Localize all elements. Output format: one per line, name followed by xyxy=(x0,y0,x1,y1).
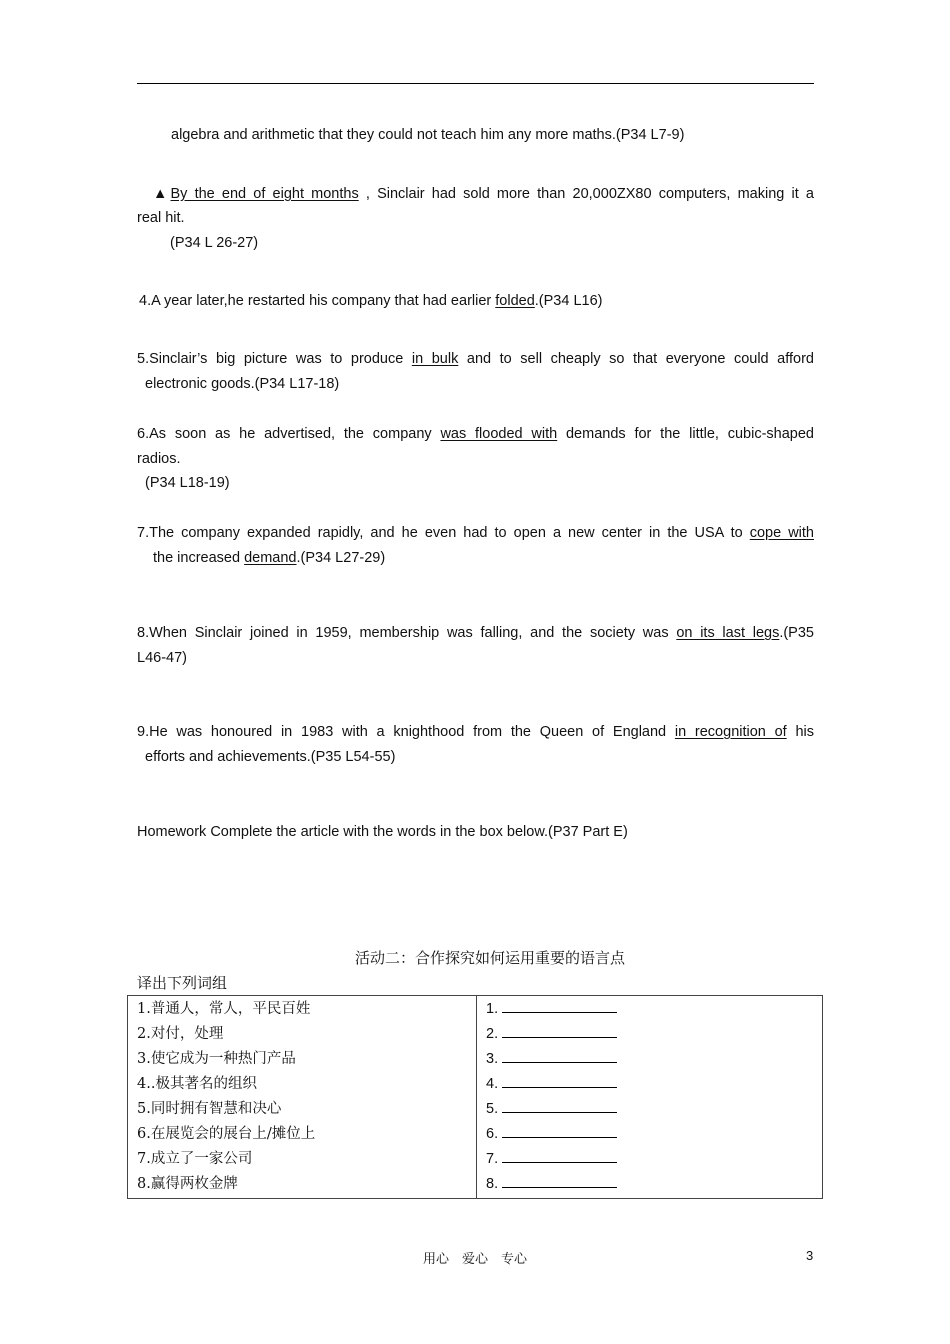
key-phrase: in bulk xyxy=(411,351,459,367)
key-phrase: demand xyxy=(244,550,297,566)
answer-blank[interactable] xyxy=(502,997,617,1013)
homework-instruction: Homework Complete the article with the words in the box below.(P37 Part E) xyxy=(137,824,628,840)
sentence-text: .(P34 L16) xyxy=(534,293,603,309)
answer-row xyxy=(486,1072,813,1097)
sentence-text: and to sell cheaply so that everyone could afford xyxy=(458,351,814,367)
sentence-9 xyxy=(137,720,814,744)
answer-row xyxy=(486,1022,813,1047)
answers-column xyxy=(477,996,823,1199)
phrase-item: 6.在展览会的展台上/摊位上 xyxy=(137,1126,316,1142)
sentence-9-cont: efforts and achievements.(P35 L54-55) xyxy=(145,749,396,765)
phrase-item: 1.普通人，常人，平民百姓 xyxy=(137,1001,311,1017)
key-phrase: By the end of eight months xyxy=(170,186,359,202)
answer-row xyxy=(486,1147,813,1172)
sentence-7 xyxy=(137,521,814,545)
answer-blank[interactable] xyxy=(502,1022,617,1038)
sentence-8 xyxy=(137,621,814,645)
phrases-column xyxy=(128,996,477,1199)
answer-row xyxy=(486,1097,813,1122)
sentence-7-cont xyxy=(153,546,830,570)
answer-number: 3. xyxy=(486,1051,499,1067)
phrase-item: 2.对付，处理 xyxy=(137,1026,224,1042)
answer-row xyxy=(486,1172,813,1197)
sentence-text: .(P35 xyxy=(779,625,814,641)
activity-title: 活动二：合作探究如何运用重要的语言点 xyxy=(354,949,625,967)
answer-number: 8. xyxy=(486,1176,499,1192)
answer-blank[interactable] xyxy=(502,1097,617,1113)
answer-blank[interactable] xyxy=(502,1047,617,1063)
answer-row xyxy=(486,1122,813,1147)
phrase-item: 7.成立了一家公司 xyxy=(137,1151,253,1167)
answer-row xyxy=(486,1047,813,1072)
sentence-text: 5.Sinclair’s big picture was to produce xyxy=(137,351,412,367)
answer-number: 6. xyxy=(486,1126,499,1142)
continued-sentence: algebra and arithmetic that they could not teach him any more maths.(P34 L7-9) xyxy=(171,127,685,143)
answer-number: 4. xyxy=(486,1076,499,1092)
sentence-5 xyxy=(137,347,814,371)
sentence-text: his xyxy=(786,724,814,740)
answer-blank[interactable] xyxy=(502,1072,617,1088)
sentence-3 xyxy=(137,182,814,206)
key-phrase: on its last legs xyxy=(676,625,780,641)
phrase-item: 3.使它成为一种热门产品 xyxy=(137,1051,296,1067)
sentence-text: 7.The company expanded rapidly, and he even had to open a new center in the USA to xyxy=(137,525,750,541)
sentence-3-cont: real hit. xyxy=(137,210,185,226)
sentence-4 xyxy=(139,289,816,313)
sentence-text: 4.A year later,he restarted his company that had earlier xyxy=(139,293,496,309)
phrase-item: 5.同时拥有智慧和决心 xyxy=(137,1101,282,1117)
sentence-6 xyxy=(137,422,814,446)
page-number: 3 xyxy=(806,1248,814,1263)
header-rule xyxy=(137,83,814,84)
sentence-text: 9.He was honoured in 1983 with a knighthood from the Queen of England xyxy=(137,724,675,740)
triangle-icon: ▲ xyxy=(153,186,171,202)
key-phrase: folded xyxy=(495,293,535,309)
sentence-text: .(P34 L27-29) xyxy=(296,550,386,566)
phrase-item: 4..极其著名的组织 xyxy=(137,1076,257,1092)
answer-number: 1. xyxy=(486,1001,499,1017)
translate-label: 译出下列词组 xyxy=(137,974,228,992)
answer-number: 5. xyxy=(486,1101,499,1117)
answer-number: 2. xyxy=(486,1026,499,1042)
sentence-3-ref: (P34 L 26-27) xyxy=(170,235,259,251)
answer-blank[interactable] xyxy=(502,1172,617,1188)
page-footer: 用心 爱心 专心 xyxy=(422,1252,527,1267)
answer-number: 7. xyxy=(486,1151,499,1167)
key-phrase: in recognition of xyxy=(674,724,787,740)
sentence-text: 8.When Sinclair joined in 1959, membership was falling, and the society was xyxy=(137,625,677,641)
key-phrase: was flooded with xyxy=(440,426,558,442)
sentence-text: , Sinclair had sold more than 20,000ZX80 computers, making it a xyxy=(358,186,814,202)
sentence-6-cont: radios. xyxy=(137,451,181,467)
answer-row xyxy=(486,997,813,1022)
key-phrase: cope with xyxy=(749,525,814,541)
answer-blank[interactable] xyxy=(502,1147,617,1163)
translation-table xyxy=(127,995,823,1199)
sentence-5-cont: electronic goods.(P34 L17-18) xyxy=(145,376,340,392)
sentence-text: the increased xyxy=(153,550,245,566)
sentence-text: demands for the little, cubic-shaped xyxy=(557,426,814,442)
answer-blank[interactable] xyxy=(502,1122,617,1138)
sentence-8-cont: L46-47) xyxy=(137,650,187,666)
sentence-text: 6.As soon as he advertised, the company xyxy=(137,426,441,442)
sentence-6-ref: (P34 L18-19) xyxy=(145,475,230,491)
phrase-item: 8.赢得两枚金牌 xyxy=(137,1176,238,1192)
